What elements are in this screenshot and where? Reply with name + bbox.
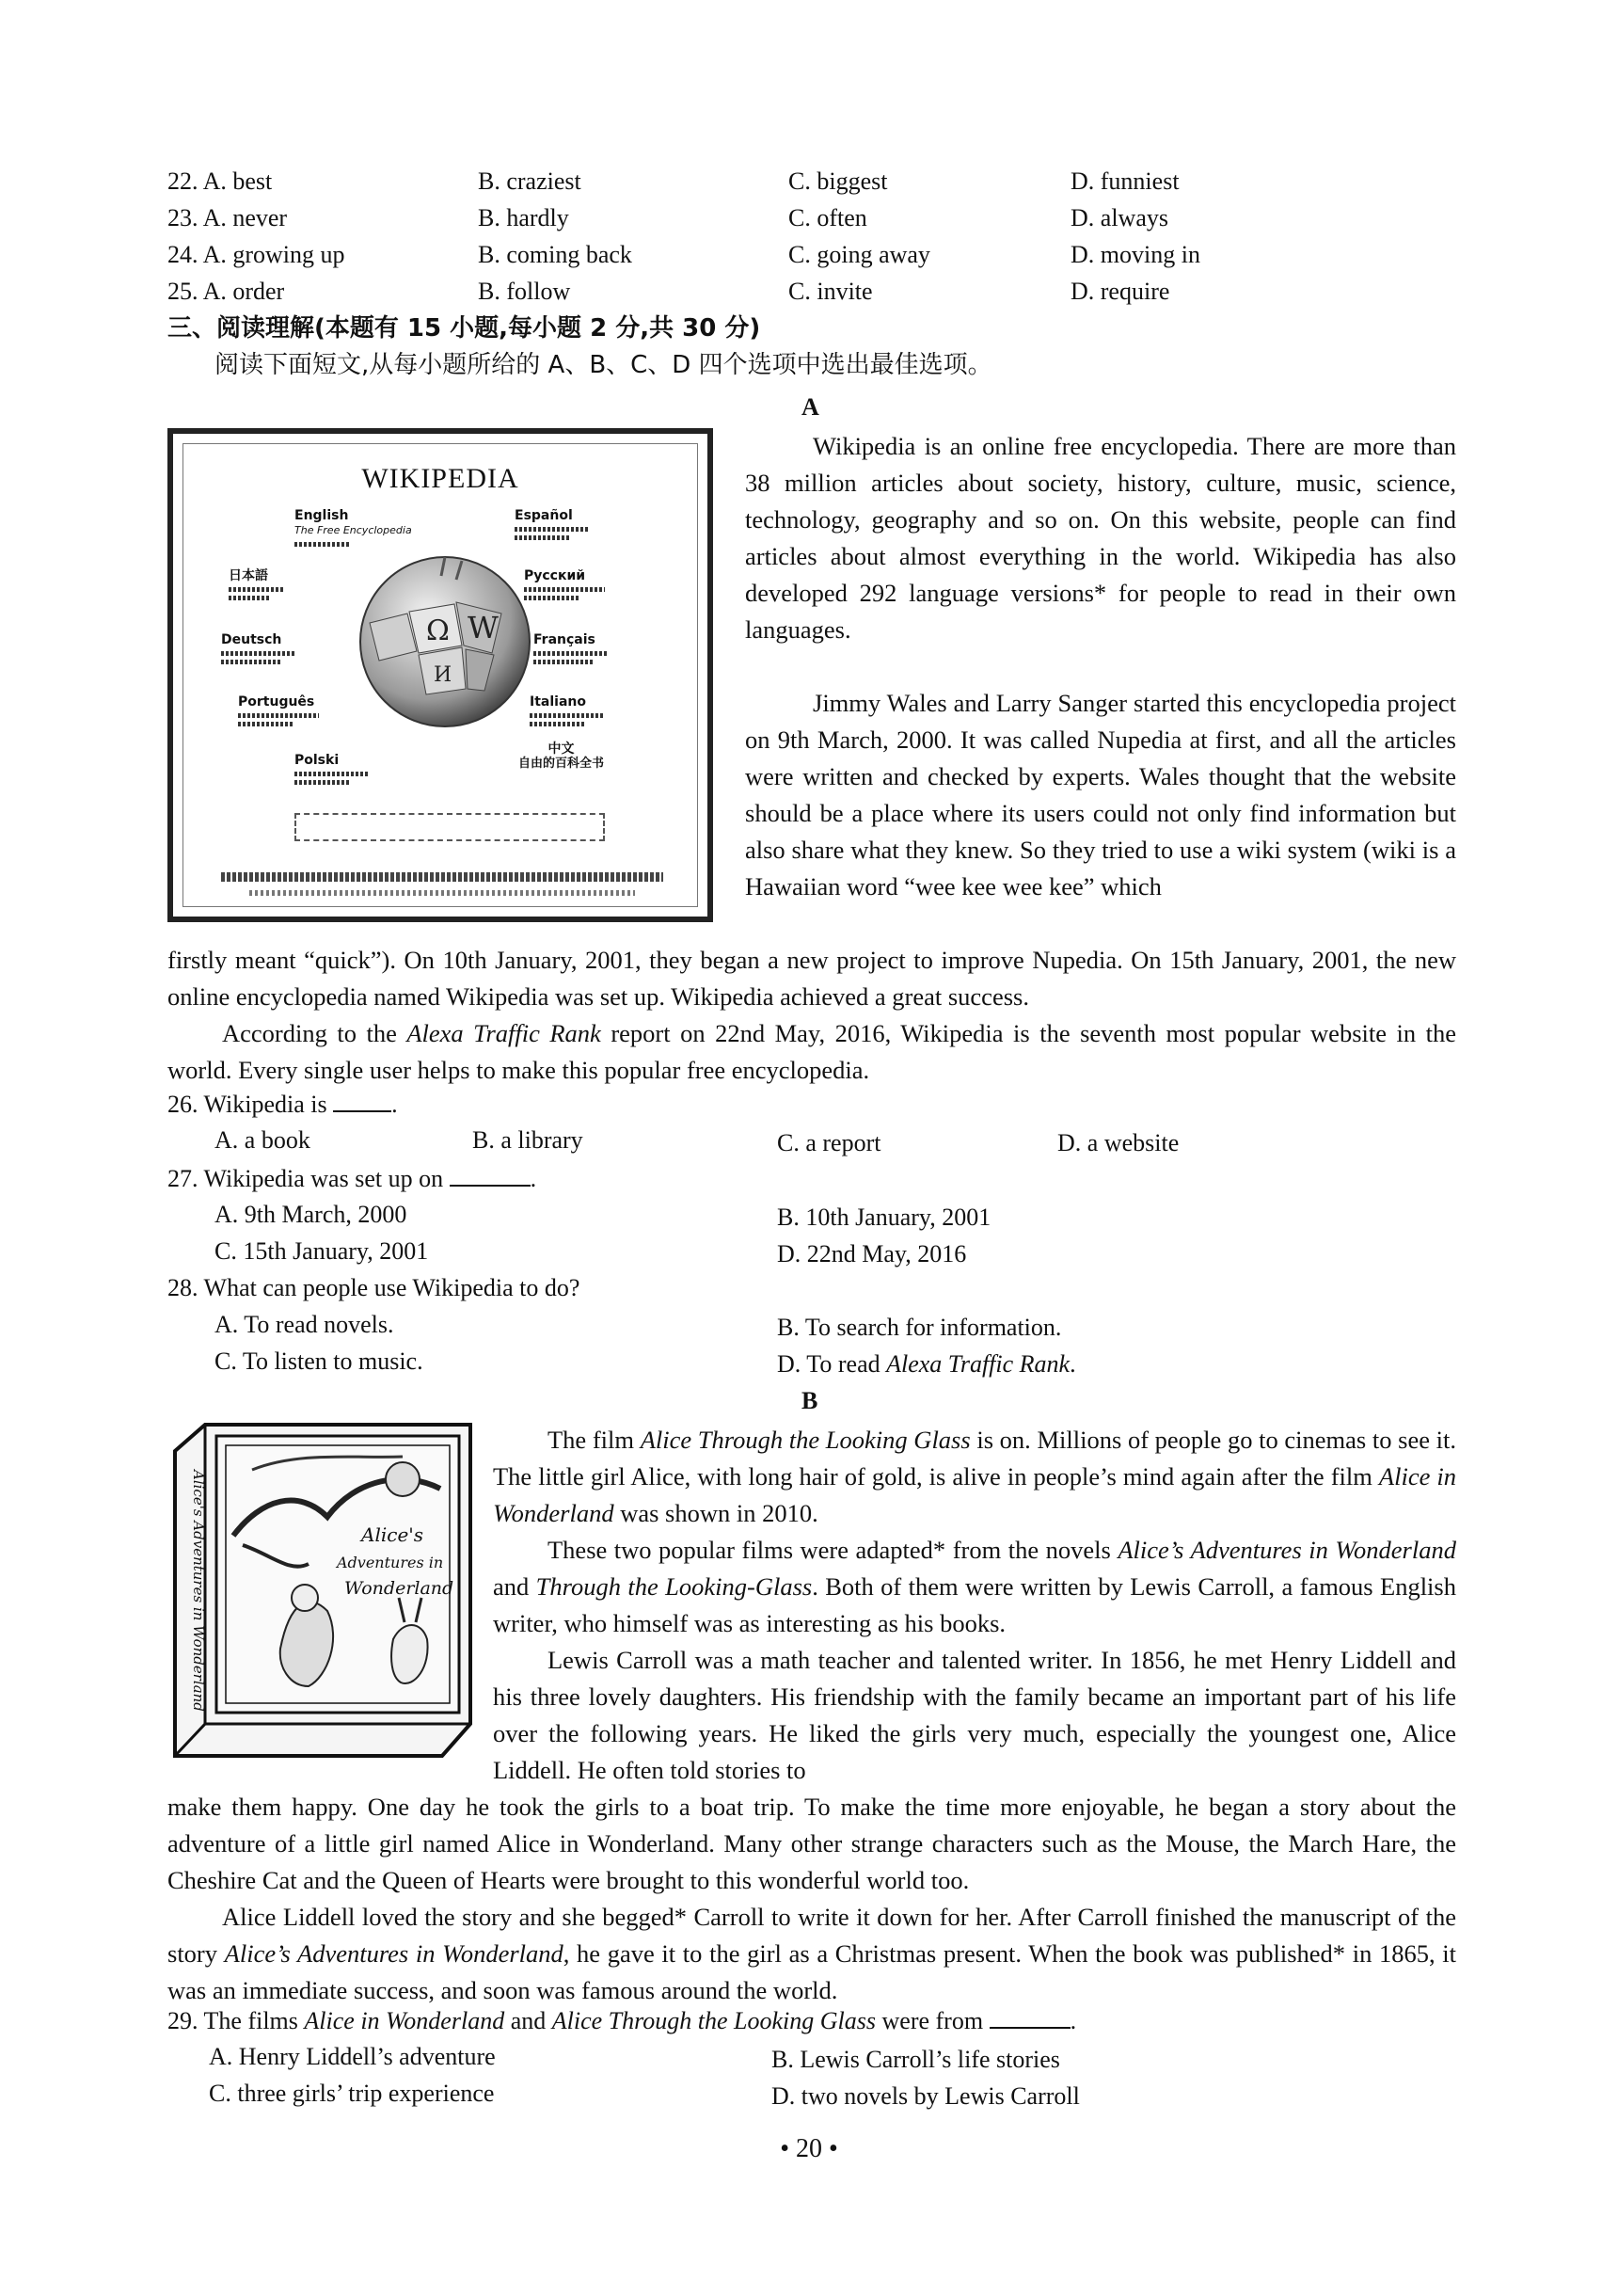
q27-period: . xyxy=(530,1165,537,1192)
q25-c: C. invite xyxy=(788,278,873,305)
q26-option-d[interactable]: D. a website xyxy=(1057,1129,1180,1156)
p3-text-a: According to the xyxy=(222,1019,407,1047)
q28-option-d-end: . xyxy=(1070,1350,1076,1378)
lang-espanol xyxy=(515,508,590,540)
q26-option-a[interactable]: A. a book xyxy=(214,1126,310,1154)
lang-espanol-name: Español xyxy=(515,508,573,523)
wikipedia-image-frame xyxy=(182,443,698,907)
q26-option-b[interactable]: B. a library xyxy=(472,1126,583,1154)
q28-stem: What can people use Wikipedia to do? xyxy=(203,1274,580,1301)
passage-b-paragraph-1 xyxy=(493,1422,1456,1532)
b-p4-t2: , he gave it to the girl as a Christmas present. When the book was published* in 1865, it was an immediate success, and soon was famous around the world. xyxy=(167,1939,1456,2004)
lang-deutsch xyxy=(221,632,296,664)
passage-b-paragraph-3-continued: make them happy. One day he took the girls to a boat trip. To make the time more enjoyable, he began a story about the adventure of a little girl named Alice in Wonderland. Many other strange characters such as the Mouse, the March Hare, the Cheshire Cat and the Queen of Hearts were brought to this wonderful world too. xyxy=(167,1793,1456,1894)
q28-option-b[interactable]: B. To search for information. xyxy=(777,1314,1062,1341)
q28-option-c[interactable]: C. To listen to music. xyxy=(214,1347,423,1375)
q26-option-c[interactable]: C. a report xyxy=(777,1129,881,1156)
lang-portugues xyxy=(238,694,319,726)
lang-polski xyxy=(294,753,370,785)
q26-num: 26. xyxy=(167,1091,198,1118)
q27-stem: Wikipedia was set up on xyxy=(203,1165,444,1192)
q29-i1: Alice in Wonderland xyxy=(304,2007,505,2034)
lang-italiano-name: Italiano xyxy=(530,694,586,710)
wikipedia-search-box xyxy=(294,813,605,841)
passage-b-paragraph-3: Lewis Carroll was a math teacher and talented writer. In 1856, he met Henry Liddell and his three lovely daughters. His friendship with the family became an important part of his life over the following years. He liked the girls very much, especially the youngest one, Alice Liddell. He often told stories to xyxy=(493,1646,1456,1784)
q29-t0: The films xyxy=(203,2007,305,2034)
q28-option-d-italic: Alexa Traffic Rank xyxy=(886,1350,1071,1378)
q28-option-a[interactable]: A. To read novels. xyxy=(214,1311,394,1338)
q29-option-b[interactable]: B. Lewis Carroll’s life stories xyxy=(771,2046,1060,2073)
svg-text:Adventures in: Adventures in xyxy=(337,1554,444,1571)
b-p4-i1: Alice’s Adventures in Wonderland xyxy=(224,1939,563,1968)
lang-japanese-name: 日本語 xyxy=(229,568,268,583)
svg-text:И: И xyxy=(434,663,452,687)
wikipedia-footer-links xyxy=(221,872,663,882)
lang-chinese-sub: 自由的百科全书 xyxy=(518,757,605,771)
q24-a: A. growing up xyxy=(202,241,345,268)
q29-period: . xyxy=(1070,2007,1077,2034)
p3-text-b: report on 22nd May, 2016, Wikipedia is the seventh most popular website in the world. Every single user helps to make this popular free encyclopedia. xyxy=(167,1019,1456,1084)
q25-num-a xyxy=(167,278,284,306)
q28-option-d[interactable] xyxy=(777,1350,1076,1379)
lang-english-sub: The Free Encyclopedia xyxy=(294,524,412,536)
question-28 xyxy=(167,1274,579,1302)
q24-num: 24. xyxy=(167,241,198,268)
b-p2-t4: . Both of them were written by Lewis Carroll, a famous English writer, who himself was as interesting as his books. xyxy=(493,1572,1456,1637)
svg-text:Ω: Ω xyxy=(426,614,450,647)
q27-option-c[interactable]: C. 15th January, 2001 xyxy=(214,1237,429,1265)
q25-b: B. follow xyxy=(478,278,571,305)
wikipedia-globe-icon xyxy=(351,548,539,736)
q25-num: 25. xyxy=(167,278,198,305)
lang-deutsch-name: Deutsch xyxy=(221,632,282,647)
q22-num-a xyxy=(167,167,272,196)
alice-book-illustration xyxy=(167,1413,478,1771)
wikipedia-footer-links-2 xyxy=(249,890,635,896)
lang-francais xyxy=(533,632,609,664)
q27-num: 27. xyxy=(167,1165,198,1192)
q23-a: A. never xyxy=(202,204,288,231)
q29-blank[interactable] xyxy=(990,2006,1071,2029)
q23-b: B. hardly xyxy=(478,204,569,231)
q24-c: C. going away xyxy=(788,241,930,268)
b-p1-t4: was shown in 2010. xyxy=(613,1499,818,1527)
lang-english-name: English xyxy=(294,508,349,523)
lang-italiano xyxy=(530,694,605,726)
b-p1-i3: Alice in Wonderland xyxy=(493,1462,1456,1527)
section-3-title: 三、阅读理解(本题有 15 小题,每小题 2 分,共 30 分) xyxy=(167,314,761,343)
lang-portugues-name: Português xyxy=(238,694,315,710)
q23-num-a xyxy=(167,204,287,232)
b-p1-i1: Alice Through the Looking Glass xyxy=(640,1426,971,1454)
wikipedia-logo: WIKIPEDIA xyxy=(361,463,519,494)
q29-t4: were from xyxy=(876,2007,990,2034)
passage-a-heading: A xyxy=(801,393,819,421)
b-p4-t0: Alice Liddell loved the story and she begged* Carroll to write it down for her. After Carroll finished the manuscript of the story xyxy=(167,1903,1456,1968)
q25-a: A. order xyxy=(202,278,285,305)
lang-chinese xyxy=(518,741,604,772)
b-p2-t0: These two popular films were adapted* from the novels xyxy=(547,1536,1118,1564)
q29-i3: Alice Through the Looking Glass xyxy=(551,2007,876,2034)
b-p1-t2: is on. Millions of people go to cinemas to see it. The little girl Alice, with long hair of gold, is alive in people’s mind again after the film xyxy=(493,1426,1456,1491)
lang-chinese-name: 中文 xyxy=(547,741,575,757)
q29-option-d[interactable]: D. two novels by Lewis Carroll xyxy=(771,2082,1080,2110)
q26-stem: Wikipedia is xyxy=(203,1091,327,1118)
q28-option-d-text: D. To read xyxy=(777,1350,887,1378)
q26-blank[interactable] xyxy=(333,1090,391,1112)
q29-option-a[interactable]: A. Henry Liddell’s adventure xyxy=(209,2043,496,2070)
question-27 xyxy=(167,1164,536,1193)
page-number: • 20 • xyxy=(780,2134,838,2163)
q27-blank[interactable] xyxy=(450,1164,531,1187)
svg-text:W: W xyxy=(468,610,499,646)
q22-c: C. biggest xyxy=(788,167,888,195)
q27-option-d[interactable]: D. 22nd May, 2016 xyxy=(777,1240,967,1268)
svg-text:Alice's: Alice's xyxy=(361,1523,424,1546)
q24-d: D. moving in xyxy=(1071,241,1200,268)
passage-a-paragraph-2-continued: firstly meant “quick”). On 10th January, 2001, they began a new project to improve Nupedia. On 15th January, 2001, the new online encyclopedia named Wikipedia was set up. Wikipedia achieved a great success. xyxy=(167,946,1456,1011)
q22-a: A. best xyxy=(202,167,273,195)
q25-d: D. require xyxy=(1071,278,1170,305)
q27-option-a[interactable]: A. 9th March, 2000 xyxy=(214,1201,407,1228)
q23-num: 23. xyxy=(167,204,198,231)
question-26 xyxy=(167,1090,398,1119)
q23-d: D. always xyxy=(1071,204,1168,231)
lang-francais-name: Français xyxy=(533,632,595,647)
lang-japanese xyxy=(229,568,285,600)
q29-t2: and xyxy=(504,2007,552,2034)
q23-c: C. often xyxy=(788,204,867,231)
q27-option-b[interactable]: B. 10th January, 2001 xyxy=(777,1204,991,1231)
b-p2-i3: Through the Looking-Glass xyxy=(535,1572,813,1601)
passage-b-heading: B xyxy=(801,1387,818,1414)
question-29 xyxy=(167,2006,1076,2035)
wikipedia-portal-image xyxy=(167,428,713,922)
svg-text:Alice's Adventures in Wonderla: Alice's Adventures in Wonderland xyxy=(190,1470,207,1712)
b-p1-t0: The film xyxy=(547,1426,641,1454)
passage-a-paragraph-3 xyxy=(167,1015,1456,1089)
q29-num: 29. xyxy=(167,2007,198,2034)
b-p2-i1: Alice’s Adventures in Wonderland xyxy=(1118,1536,1456,1564)
q22-d: D. funniest xyxy=(1071,167,1180,195)
q22-b: B. craziest xyxy=(478,167,581,195)
p3-italic: Alexa Traffic Rank xyxy=(406,1019,601,1047)
passage-a-paragraph-2: Jimmy Wales and Larry Sanger started this encyclopedia project on 9th March, 2000. It was called Nupedia at first, and all the articles were written and checked by experts. Wales thought that the website should be a place where its users could not only find information but also share what they knew. So they tried to use a wiki system (wiki is a Hawaiian word “wee kee wee kee” which xyxy=(745,689,1456,901)
passage-b-paragraph-2 xyxy=(493,1532,1456,1642)
lang-english xyxy=(294,508,412,547)
lang-polski-name: Polski xyxy=(294,753,340,768)
q28-num: 28. xyxy=(167,1274,198,1301)
q29-option-c[interactable]: C. three girls’ trip experience xyxy=(209,2080,495,2107)
q24-num-a xyxy=(167,241,345,269)
section-3-instruction: 阅读下面短文,从每小题所给的 A、B、C、D 四个选项中选出最佳选项。 xyxy=(214,351,992,379)
q26-period: . xyxy=(391,1091,398,1118)
q24-b: B. coming back xyxy=(478,241,632,268)
lang-russian-name: Русский xyxy=(524,568,586,583)
svg-text:Wonderland: Wonderland xyxy=(344,1578,454,1599)
q22-num: 22. xyxy=(167,167,198,195)
passage-a-paragraph-1: Wikipedia is an online free encyclopedia. There are more than 38 million articles about society, history, culture, music, science, technology, geography and so on. On this website, people can find articles about almost everything in the world. Wikipedia has also developed 292 language versions* for people to read in their own languages. xyxy=(745,432,1456,644)
passage-b-paragraph-4 xyxy=(167,1899,1456,2009)
b-p2-t2: and xyxy=(493,1572,536,1601)
